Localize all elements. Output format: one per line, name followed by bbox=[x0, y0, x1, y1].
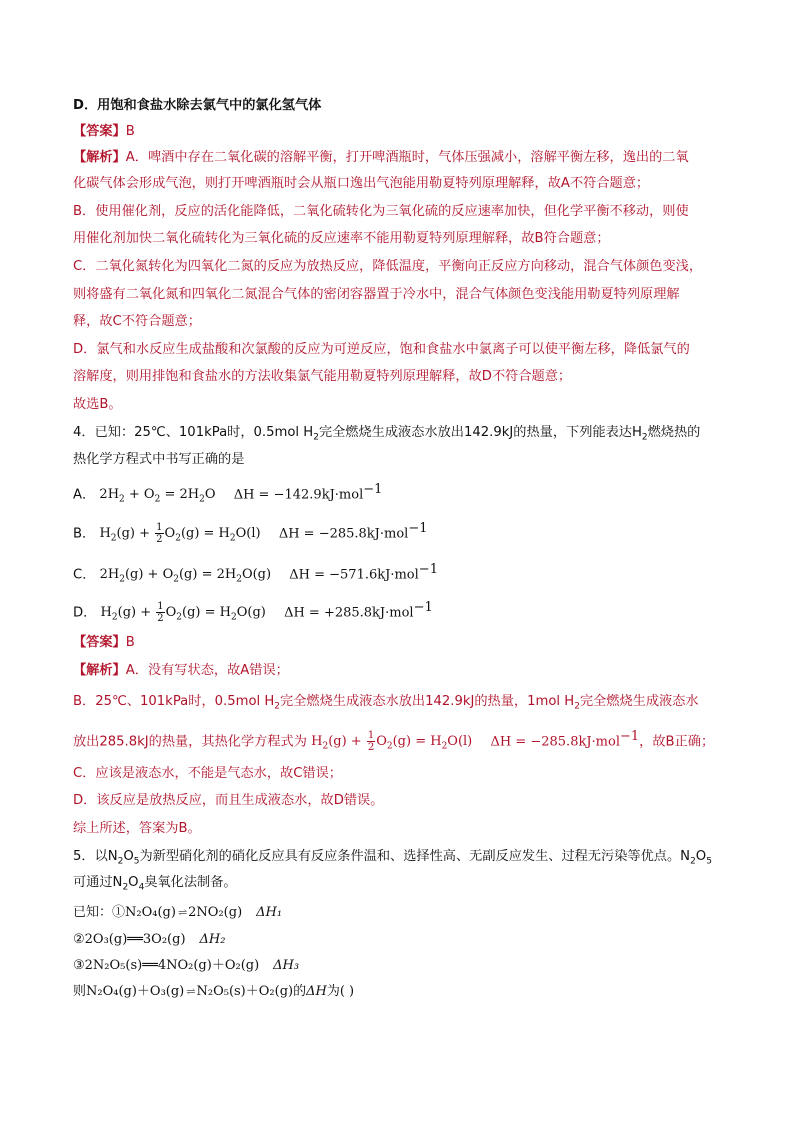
reaction-3: ③2N₂O₅(s)══4NO₂(g)＋O₂(g) ΔH₃ bbox=[73, 958, 300, 973]
equation-b: $H_2(g)$ + $\frac{1}{2}$ $O_2(g) = H_2O(l)$ bbox=[99, 522, 261, 546]
explanation-2-a: 【解析】A．没有写状态，故A错误； bbox=[73, 663, 289, 678]
explanation-tag: 【解析】 bbox=[73, 150, 126, 165]
explanation-1-end: 故选B。 bbox=[73, 397, 122, 412]
explanation-2-end: 综上所述，答案为B。 bbox=[73, 821, 201, 836]
explanation-1-a1: 【解析】A．啤酒中存在二氧化碳的溶解平衡，打开啤酒瓶时，气体压强减小，溶解平衡左移，逸出的二氧 bbox=[73, 150, 689, 165]
question-5-line1: 5．以$N_2O_5$为新型硝化剂的硝化反应具有反应条件温和、选择性高、无副反应发生、过程无污染等优点。$N_2O_5$ bbox=[73, 849, 712, 867]
answer-1 bbox=[73, 122, 135, 142]
reaction-2: ②2O₃(g)══3O₂(g) ΔH₂ bbox=[73, 932, 226, 947]
explanation-1-d2: 溶解度，则用排饱和食盐水的方法收集氯气能用勒夏特列原理解释，故D不符合题意； bbox=[73, 369, 572, 384]
explanation-1-d1: D．氯气和水反应生成盐酸和次氯酸的反应为可逆反应，饱和食盐水中氯离子可以使平衡左移，降低氯气的 bbox=[73, 342, 690, 357]
reversible-arrow-icon: ⇌ bbox=[186, 985, 195, 998]
explanation-2-b2: 放出285.8kJ的热量，其热化学方程式为 $H_2(g)$ + $\frac{1}{2}$ $O_2(g) = H_2O(l) \Delta H = -285.8kJ\cdot mol^{-1}$，故B正确； bbox=[73, 729, 715, 754]
fraction-half: $\frac{1}{2}$ bbox=[156, 522, 163, 546]
explanation-1-a2: 化碳气体会形成气泡，则打开啤酒瓶时会从瓶口逸出气泡能用勒夏特列原理解释，故A不符合题意； bbox=[73, 176, 650, 191]
explanation-2-b1: B．25℃、101kPa时，0.5mol $H_2$完全燃烧生成液态水放出142.9kJ的热量，1mol $H_2$完全燃烧生成液态水 bbox=[73, 694, 699, 712]
equation-c: $2H_2(g) + O_2(g) = 2H_2O(g)$ bbox=[99, 567, 272, 585]
q4-option-b: B． $H_2(g)$ + $\frac{1}{2}$ $O_2(g) = H_2O(l) \Delta H = -285.8kJ\cdot mol^{-1}$ bbox=[73, 521, 428, 546]
explanation-1-b1: B．使用催化剂，反应的活化能降低，二氧化硫转化为三氧化硫的反应速率加快，但化学平衡不移动，则使 bbox=[73, 204, 689, 219]
reversible-arrow-icon: ⇌ bbox=[177, 906, 187, 919]
explanation-1-c1: C．二氧化氮转化为四氧化二氮的反应为放热反应，降低温度，平衡向正反应方向移动，混合气体颜色变浅， bbox=[73, 259, 703, 274]
explanation-2-d: D．该反应是放热反应，而且生成液态水，故D错误。 bbox=[73, 793, 384, 808]
q4-option-a: A． $2H_2 + O_2 = 2H_2O$ ΔH = −142.9kJ·mol$^{-1}$ bbox=[73, 482, 383, 505]
explanation-1-c3: 释，故C不符合题意； bbox=[73, 314, 201, 329]
q4-option-c: C． $2H_2(g) + O_2(g) = 2H_2O(g) \Delta H = -571.6kJ\cdot mol^{-1}$ bbox=[73, 562, 438, 585]
q4-option-d: D． $H_2(g)$ + $\frac{1}{2}$ $O_2(g) = H_2O(g) \Delta H = +285.8kJ\cdot mol^{-1}$ bbox=[73, 600, 433, 625]
equation-a: $2H_2 + O_2 = 2H_2O$ bbox=[99, 487, 216, 505]
equation-d: $H_2(g)$ + $\frac{1}{2}$ $O_2(g) = H_2O(g)$ bbox=[100, 601, 266, 625]
question-4-line2: 热化学方程式中书写正确的是 bbox=[73, 452, 245, 467]
explanation-1-b2: 用催化剂加快二氧化硫转化为三氧化硫的反应速率不能用勒夏特列原理解释，故B符合题意； bbox=[73, 231, 610, 246]
answer-value: B bbox=[125, 124, 135, 139]
explanation-2-c: C．应该是液态水，不能是气态水，故C错误； bbox=[73, 766, 342, 781]
reaction-1: 已知：①N₂O₄(g) ⇌ 2NO₂(g) ΔH₁ bbox=[73, 903, 282, 923]
explanation-1-c2: 则将盛有二氧化氮和四氧化二氮混合气体的密闭容器置于冷水中，混合气体颜色变浅能用勒夏特列原理解 bbox=[73, 287, 680, 302]
question-5-ask: 则N₂O₄(g)＋O₃(g) ⇌ N₂O₅(s)＋O₂(g)的ΔH为( ) bbox=[73, 982, 354, 1002]
question-4-line1: 4．已知：25℃、101kPa时，0.5mol $H_2$完全燃烧生成液态水放出142.9kJ的热量，下列能表达$H_2$燃烧热的 bbox=[73, 425, 701, 443]
answer-2: 【答案】B bbox=[73, 635, 135, 650]
q3-option-d: D．用饱和食盐水除去氯气中的氯化氢气体 bbox=[73, 98, 322, 113]
answer-tag: 【答案】 bbox=[73, 124, 126, 139]
question-5-line2: 可通过$N_2O_4$臭氧化法制备。 bbox=[73, 875, 237, 893]
